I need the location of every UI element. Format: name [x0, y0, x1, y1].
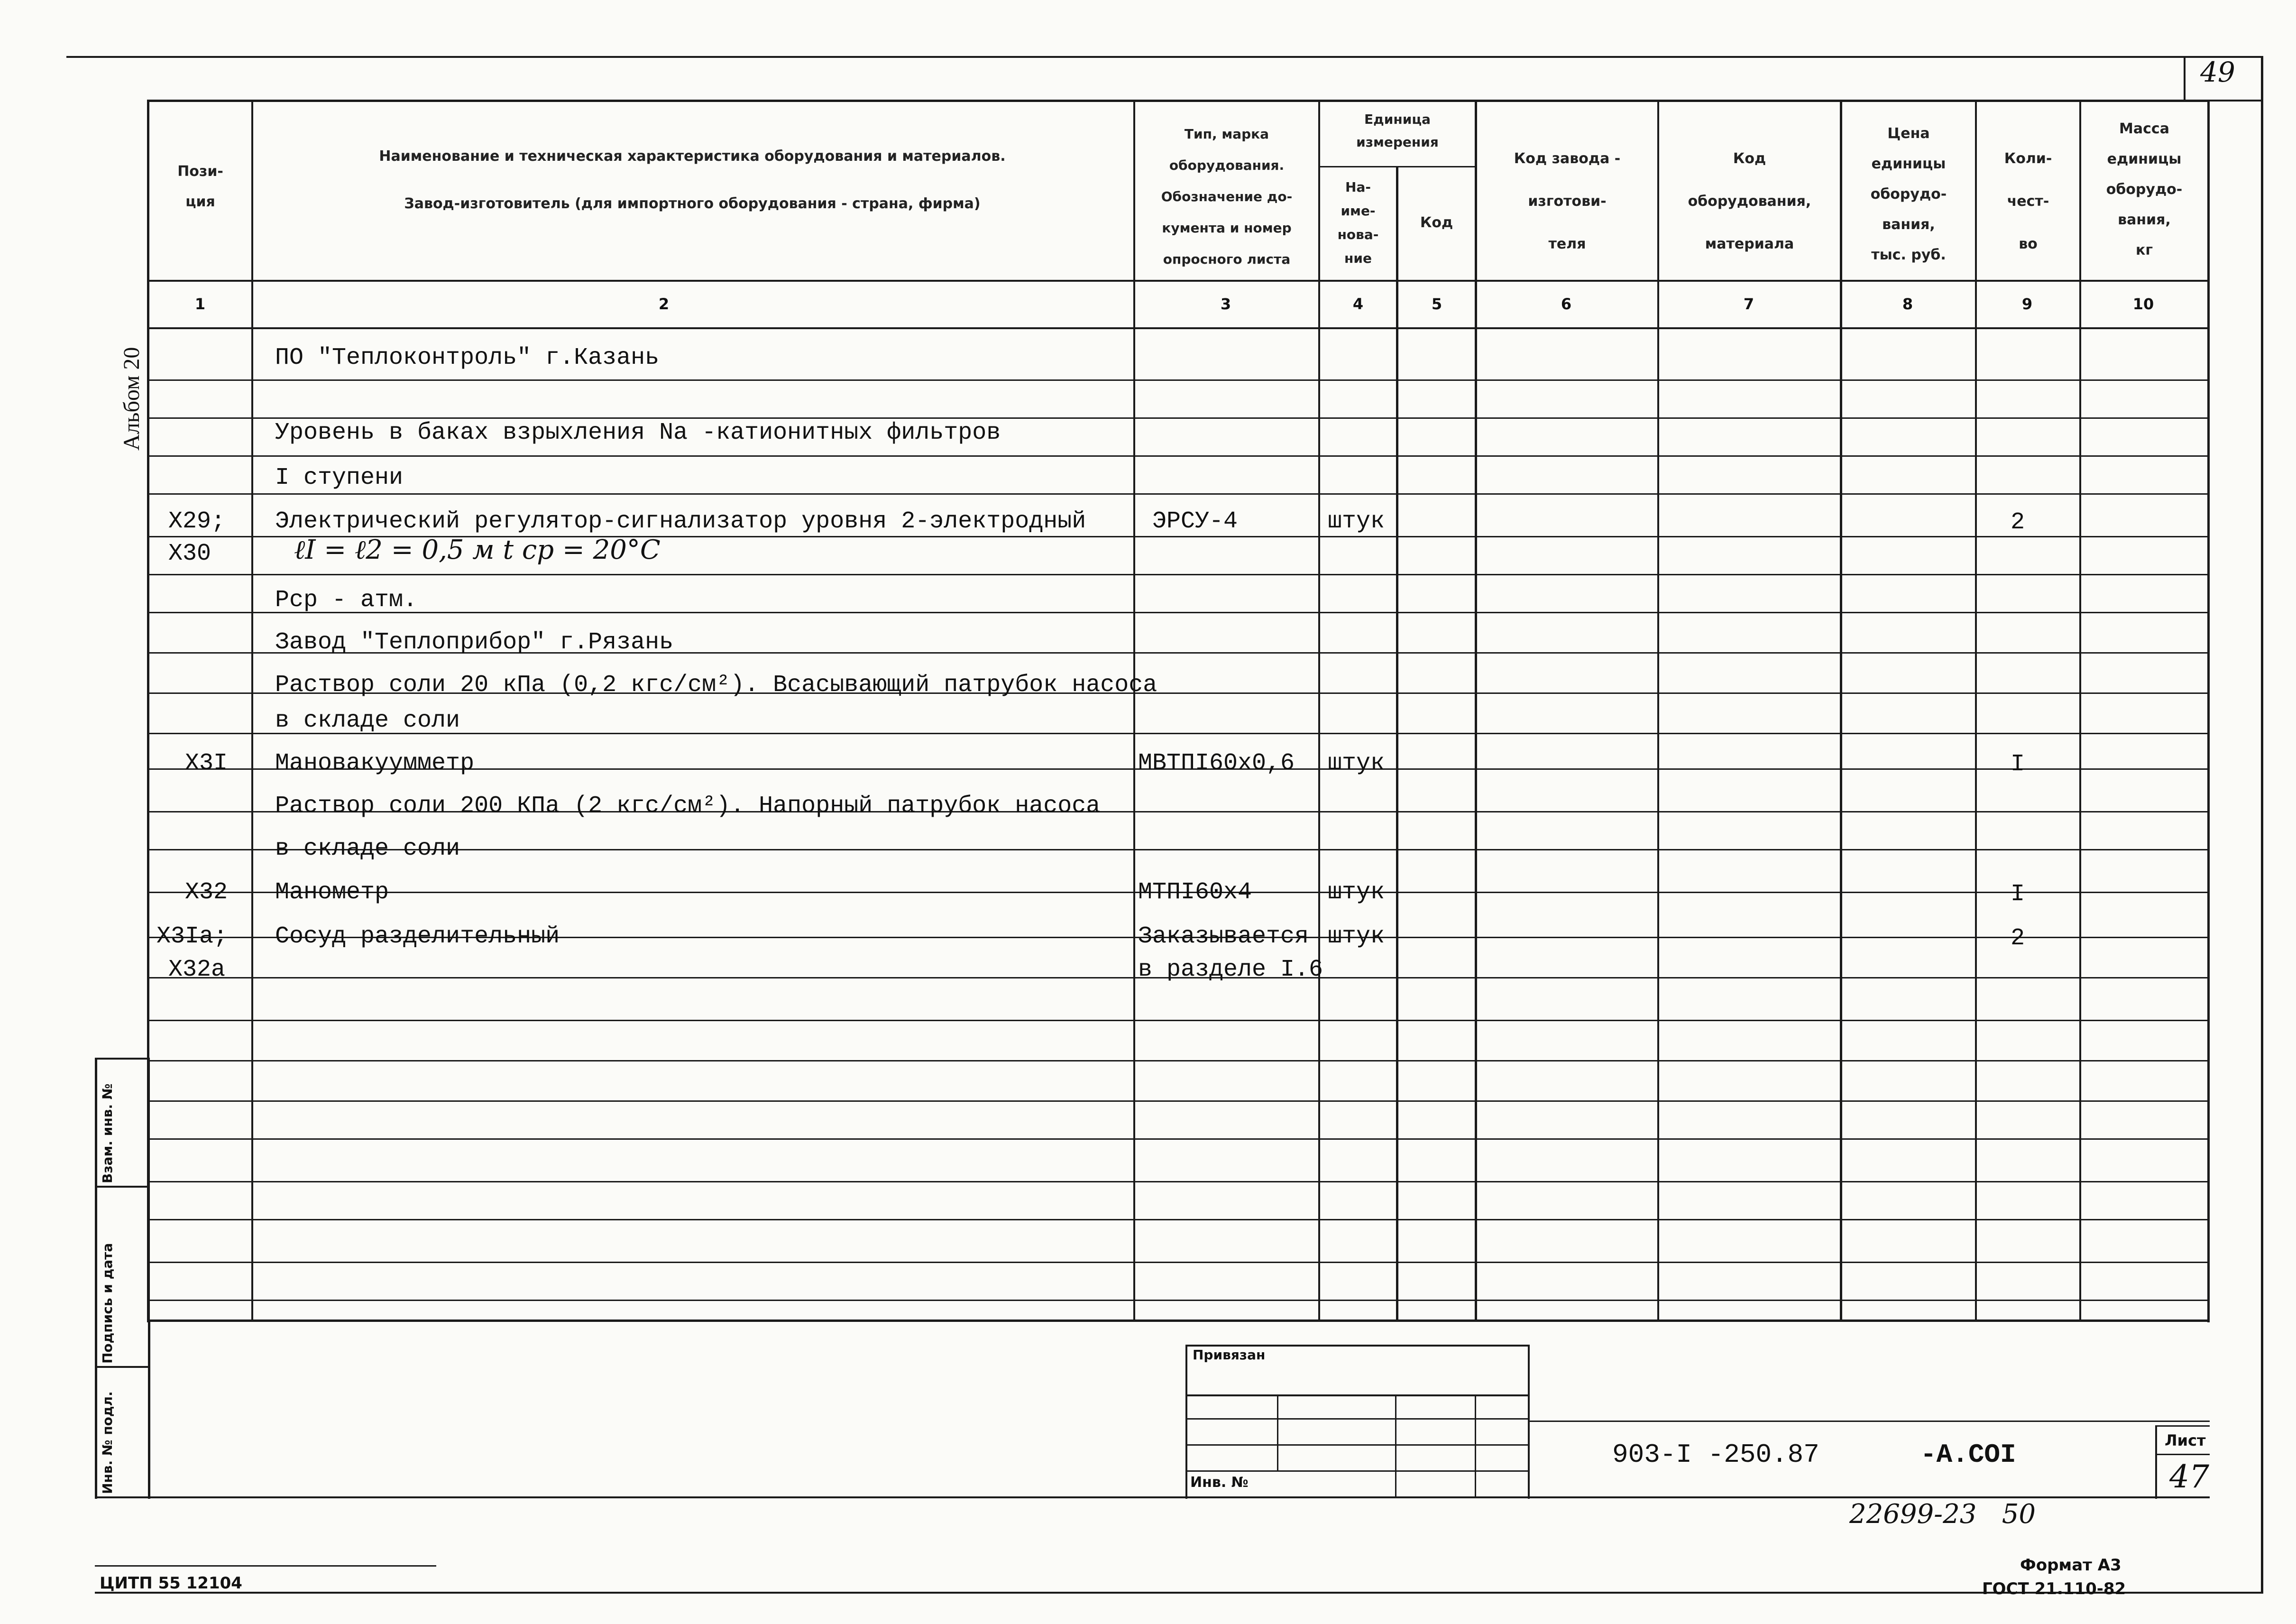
- header-quantity: Коли- чест- во: [2004, 150, 2052, 252]
- row-15-name: Сосуд разделительный: [275, 923, 560, 950]
- stamp-row4: [1185, 1470, 1529, 1472]
- row-line: [149, 1181, 2210, 1182]
- frame-bottom-border: [95, 1592, 2263, 1594]
- row-line: [149, 1262, 2210, 1263]
- side-label-podpis: Подпись и дата: [100, 1243, 115, 1364]
- row-line: [149, 1138, 2210, 1140]
- row-09-name: Раствор соли 20 кПа (0,2 кгс/см²). Всасывающий патрубок насоса: [275, 672, 1157, 699]
- header-unit-group: На- име- нова- ние: [1337, 179, 1379, 266]
- top-edge-line: [66, 56, 2262, 58]
- row-14-name: Манометр: [275, 879, 389, 906]
- stamp-privyazan: Привязан: [1193, 1347, 1266, 1363]
- side-label-inv-podl: Инв. № подл.: [100, 1391, 115, 1494]
- side-block-top: [95, 1058, 149, 1060]
- row-11-unit: штук: [1328, 750, 1385, 777]
- row-line: [149, 574, 2210, 575]
- header-factory-code: Код завода - изготови- теля: [1514, 150, 1621, 252]
- row-06-position: X30: [168, 540, 211, 567]
- header-mass: Масса единицы оборудо- вания, кг: [2106, 120, 2183, 258]
- colnum-6: 6: [1561, 295, 1572, 313]
- stamp-col1: [1277, 1394, 1278, 1470]
- row-01-name: ПО "Теплоконтроль" г.Казань: [275, 344, 660, 371]
- colnum-5: 5: [1431, 295, 1442, 313]
- row-11-type: МВТПI60x0,6: [1138, 750, 1295, 777]
- archive-number: 22699-23 50: [1849, 1499, 2036, 1530]
- sheet-label: Лист: [2165, 1431, 2206, 1449]
- sheet-box-left: [2155, 1425, 2157, 1499]
- unit-subheader-line: [1318, 166, 1477, 167]
- gost-label: ГОСТ 21.110-82: [1982, 1579, 2126, 1598]
- header-equipment-code: Код оборудования, материала: [1688, 150, 1811, 252]
- row-14-type: МТПI60x4: [1138, 879, 1252, 906]
- header-name-line1: Наименование и техническая характеристика оборудования и материалов.: [379, 148, 1006, 165]
- frame-bottom-inner: [95, 1496, 2210, 1498]
- row-14-position: X32: [185, 879, 228, 906]
- header-bottom-line: [147, 280, 2210, 282]
- footer-line: [95, 1565, 436, 1567]
- row-05-type: ЭРСУ-4: [1152, 508, 1238, 535]
- row-line: [149, 1060, 2210, 1061]
- side-label-vzam: Взам. инв. №: [100, 1083, 115, 1183]
- header-unit-code: Код: [1420, 214, 1453, 231]
- row-line: [149, 1300, 2210, 1301]
- row-03-name: Уровень в баках взрыхления Na -катионитных фильтров: [275, 419, 1001, 446]
- stamp-row2: [1185, 1418, 1529, 1420]
- row-line: [149, 379, 2210, 381]
- row-line: [149, 493, 2210, 495]
- table-top-border: [147, 100, 2210, 102]
- header-unit-title: Единица измерения: [1356, 111, 1439, 150]
- code-block-top: [1528, 1421, 2210, 1422]
- album-label: Альбом 20: [119, 347, 144, 451]
- colnum-9: 9: [2021, 295, 2033, 313]
- citp-label: ЦИТП 55 12104: [100, 1574, 242, 1593]
- row-16-position: X32a: [168, 956, 226, 983]
- side-block-div1: [95, 1186, 149, 1188]
- row-12-name: Раствор соли 200 КПа (2 кгс/см²). Напорный патрубок насоса: [275, 793, 1101, 820]
- header-price: Цена единицы оборудо- вания, тыс. руб.: [1870, 125, 1947, 263]
- stamp-top: [1185, 1345, 1529, 1347]
- row-line: [149, 612, 2210, 613]
- col-sep-4: [1396, 166, 1398, 1322]
- row-10-name: в складе соли: [275, 707, 460, 734]
- row-05-qty: 2: [2011, 509, 2025, 536]
- colnum-bottom-line: [147, 327, 2210, 329]
- colnum-3: 3: [1220, 295, 1231, 313]
- row-line: [149, 1100, 2210, 1102]
- side-block-left: [95, 1058, 97, 1499]
- colnum-4: 4: [1352, 295, 1364, 313]
- row-15-type: Заказывается: [1138, 923, 1309, 950]
- row-07-name: Рср - атм.: [275, 587, 418, 614]
- row-11-qty: I: [2011, 751, 2025, 778]
- frame-right-border: [2261, 56, 2263, 1593]
- stamp-row1: [1185, 1394, 1529, 1396]
- sheet-number: 47: [2169, 1458, 2209, 1495]
- row-15-position: X3Ia;: [156, 923, 228, 950]
- row-15-qty: 2: [2011, 925, 2025, 952]
- row-14-unit: штук: [1328, 879, 1385, 906]
- row-13-name: в складе соли: [275, 835, 460, 862]
- row-05-name: Электрический регулятор-сигнализатор уровня 2-электродный: [275, 508, 1086, 535]
- row-14-qty: I: [2011, 881, 2025, 908]
- frame-left-lower: [148, 1320, 150, 1499]
- corner-box-left: [2184, 56, 2186, 101]
- colnum-7: 7: [1743, 295, 1754, 313]
- row-line: [149, 1219, 2210, 1220]
- stamp-col3: [1475, 1394, 1476, 1498]
- sheet-box-top: [2155, 1425, 2210, 1427]
- row-05-unit: штук: [1328, 508, 1385, 535]
- colnum-2: 2: [658, 295, 670, 313]
- colnum-10: 10: [2132, 295, 2154, 313]
- row-05-position: X29;: [168, 508, 226, 535]
- colnum-8: 8: [1902, 295, 1913, 313]
- row-11-name: Мановакуумметр: [275, 750, 475, 777]
- side-block-div2: [95, 1366, 149, 1368]
- header-name-line2: Завод-изготовитель (для импортного оборудования - страна, фирма): [404, 195, 981, 212]
- row-line: [149, 455, 2210, 457]
- row-04-name: I ступени: [275, 464, 404, 491]
- row-11-position: X3I: [185, 750, 228, 777]
- document-code: 903-I -250.87: [1612, 1439, 1819, 1470]
- row-16-type: в разделе I.6: [1138, 956, 1323, 983]
- row-06-name: ℓI = ℓ2 = 0,5 м t ср = 20°С: [294, 535, 661, 565]
- stamp-inv-no: Инв. №: [1190, 1474, 1249, 1491]
- row-08-name: Завод "Теплоприбор" г.Рязань: [275, 629, 674, 656]
- header-type: Тип, марка оборудования. Обозначение до- кумента и номер опросного листа: [1161, 126, 1293, 267]
- document-suffix: -A.COI: [1920, 1439, 2016, 1470]
- stamp-col2: [1395, 1394, 1396, 1498]
- page-corner-number: 49: [2200, 56, 2235, 88]
- body-bottom-line: [149, 1320, 2210, 1322]
- stamp-left: [1185, 1345, 1187, 1499]
- format-label: Формат А3: [2020, 1556, 2122, 1575]
- row-line: [149, 1020, 2210, 1021]
- row-15-unit: штук: [1328, 923, 1385, 950]
- colnum-1: 1: [194, 295, 206, 313]
- stamp-row3: [1185, 1444, 1529, 1446]
- sheet-box-mid: [2155, 1454, 2210, 1455]
- header-position: Пози- ция: [177, 163, 223, 210]
